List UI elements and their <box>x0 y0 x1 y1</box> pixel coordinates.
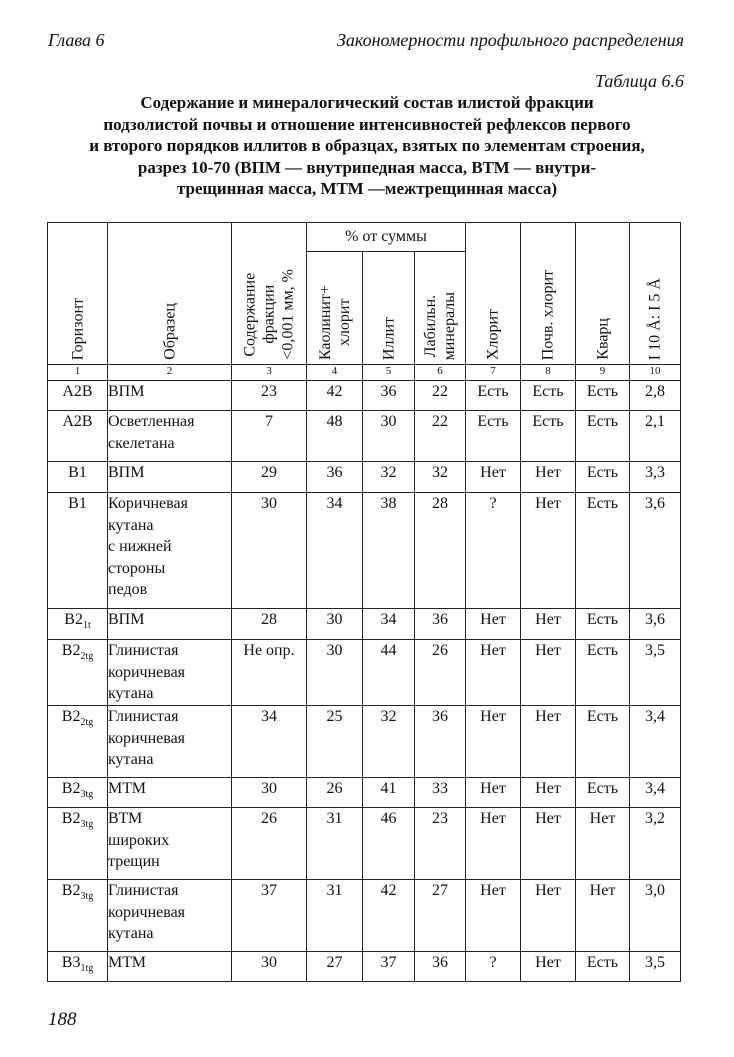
column-number: 7 <box>466 365 521 381</box>
illite-cell: 46 <box>363 808 415 880</box>
quartz-cell: Есть <box>576 778 630 808</box>
illite-cell: 36 <box>363 381 415 411</box>
sample-cell: Глинистая коричневая кутана <box>108 706 232 778</box>
kaolinite-cell: 25 <box>307 706 363 778</box>
sample-cell: ВПМ <box>108 462 232 493</box>
sample-cell: Глинистая коричневая кутана <box>108 640 232 706</box>
sample-cell: ВТМ широких трещин <box>108 808 232 880</box>
sample-cell: ВПМ <box>108 381 232 411</box>
chlorite-cell: Нет <box>466 808 521 880</box>
caption-line: трещинная масса, МТМ —межтрещинная масса) <box>176 179 558 198</box>
chlorite-cell: Нет <box>466 640 521 706</box>
kaolinite-cell: 27 <box>307 952 363 982</box>
kaolinite-cell: 31 <box>307 880 363 952</box>
labile-cell: 32 <box>415 462 466 493</box>
table-body <box>48 381 681 982</box>
kaolinite-cell: 42 <box>307 381 363 411</box>
caption-line: Содержание и минералогический состав илистой фракции <box>140 93 594 112</box>
soil-chlorite-cell: Нет <box>521 640 576 706</box>
fraction-cell: 7 <box>232 411 307 462</box>
labile-cell: 36 <box>415 952 466 982</box>
page-number: 188 <box>48 1009 77 1030</box>
fraction-cell: 23 <box>232 381 307 411</box>
table-caption <box>40 92 694 200</box>
table-row <box>48 609 681 640</box>
kaolinite-cell: 26 <box>307 778 363 808</box>
ratio-cell: 2,1 <box>630 411 681 462</box>
header-soil-chlorite: Почв. хлорит <box>521 223 576 365</box>
horizon-cell: $B2_{3tg}$ <box>48 880 108 952</box>
fraction-cell: 37 <box>232 880 307 952</box>
table-label: Таблица 6.6 <box>594 71 684 91</box>
quartz-cell: Нет <box>576 808 630 880</box>
labile-cell: 26 <box>415 640 466 706</box>
header-percent-of-sum: % от суммы <box>307 223 466 252</box>
ratio-cell: 3,3 <box>630 462 681 493</box>
ratio-cell: 2,8 <box>630 381 681 411</box>
table-row <box>48 493 681 609</box>
column-number: 5 <box>363 365 415 381</box>
soil-chlorite-cell: Нет <box>521 880 576 952</box>
column-number: 3 <box>232 365 307 381</box>
labile-cell: 36 <box>415 706 466 778</box>
soil-chlorite-cell: Нет <box>521 952 576 982</box>
horizon-cell: $B2_{2tg}$ <box>48 640 108 706</box>
illite-cell: 30 <box>363 411 415 462</box>
column-number: 8 <box>521 365 576 381</box>
sample-cell: Осветленная скелетана <box>108 411 232 462</box>
table-row <box>48 462 681 493</box>
ratio-cell: 3,6 <box>630 609 681 640</box>
soil-chlorite-cell: Нет <box>521 462 576 493</box>
horizon-cell: $B2_{3tg}$ <box>48 778 108 808</box>
illite-cell: 42 <box>363 880 415 952</box>
soil-chlorite-cell: Есть <box>521 381 576 411</box>
caption-line: и второго порядков иллитов в образцах, взятых по элементам строения, <box>89 136 645 155</box>
soil-chlorite-cell: Нет <box>521 493 576 609</box>
labile-cell: 22 <box>415 381 466 411</box>
chlorite-cell: Есть <box>466 411 521 462</box>
header-chlorite: Хлорит <box>466 223 521 365</box>
table-row <box>48 808 681 880</box>
quartz-cell: Есть <box>576 706 630 778</box>
quartz-cell: Есть <box>576 462 630 493</box>
chlorite-cell: ? <box>466 493 521 609</box>
illite-cell: 32 <box>363 706 415 778</box>
horizon-cell: B1 <box>48 493 108 609</box>
table-row <box>48 952 681 982</box>
column-number: 4 <box>307 365 363 381</box>
quartz-cell: Есть <box>576 952 630 982</box>
column-number: 1 <box>48 365 108 381</box>
horizon-cell: B1 <box>48 462 108 493</box>
soil-chlorite-cell: Нет <box>521 706 576 778</box>
header-sample: Образец <box>108 223 232 365</box>
kaolinite-cell: 48 <box>307 411 363 462</box>
table-row <box>48 381 681 411</box>
illite-cell: 41 <box>363 778 415 808</box>
kaolinite-cell: 30 <box>307 609 363 640</box>
quartz-cell: Есть <box>576 493 630 609</box>
soil-chlorite-cell: Нет <box>521 609 576 640</box>
column-number: 10 <box>630 365 681 381</box>
labile-cell: 27 <box>415 880 466 952</box>
chlorite-cell: Есть <box>466 381 521 411</box>
fraction-cell: 30 <box>232 493 307 609</box>
section-title: Закономерности профильного распределения <box>336 30 684 50</box>
header-horizon: Горизонт <box>48 223 108 365</box>
horizon-cell: $B2_{3tg}$ <box>48 808 108 880</box>
header-illite: Иллит <box>363 252 415 365</box>
chlorite-cell: Нет <box>466 880 521 952</box>
horizon-cell: A2B <box>48 381 108 411</box>
labile-cell: 23 <box>415 808 466 880</box>
chlorite-cell: Нет <box>466 609 521 640</box>
fraction-cell: 30 <box>232 778 307 808</box>
kaolinite-cell: 36 <box>307 462 363 493</box>
illite-cell: 37 <box>363 952 415 982</box>
soil-chlorite-cell: Нет <box>521 808 576 880</box>
ratio-cell: 3,0 <box>630 880 681 952</box>
sample-cell: МТМ <box>108 778 232 808</box>
quartz-cell: Есть <box>576 609 630 640</box>
labile-cell: 33 <box>415 778 466 808</box>
table-row <box>48 880 681 952</box>
illite-cell: 44 <box>363 640 415 706</box>
header-quartz: Кварц <box>576 223 630 365</box>
sample-cell: Глинистая коричневая кутана <box>108 880 232 952</box>
column-number: 6 <box>415 365 466 381</box>
fraction-cell: 29 <box>232 462 307 493</box>
labile-cell: 28 <box>415 493 466 609</box>
fraction-cell: 30 <box>232 952 307 982</box>
caption-line: подзолистой почвы и отношение интенсивностей рефлексов первого <box>103 114 631 134</box>
table-row <box>48 706 681 778</box>
illite-cell: 32 <box>363 462 415 493</box>
chlorite-cell: ? <box>466 952 521 982</box>
table-row <box>48 778 681 808</box>
labile-cell: 22 <box>415 411 466 462</box>
labile-cell: 36 <box>415 609 466 640</box>
chlorite-cell: Нет <box>466 706 521 778</box>
horizon-cell: $B2_{2tg}$ <box>48 706 108 778</box>
chlorite-cell: Нет <box>466 462 521 493</box>
chapter-title: Глава 6 <box>48 30 105 50</box>
quartz-cell: Есть <box>576 381 630 411</box>
soil-chlorite-cell: Нет <box>521 778 576 808</box>
sample-cell: МТМ <box>108 952 232 982</box>
illite-cell: 38 <box>363 493 415 609</box>
ratio-cell: 3,5 <box>630 640 681 706</box>
sample-cell: Коричневая кутана с нижней стороны педов <box>108 493 232 609</box>
ratio-cell: 3,6 <box>630 493 681 609</box>
fraction-cell: 34 <box>232 706 307 778</box>
quartz-cell: Есть <box>576 640 630 706</box>
header-kaolinite: Каолинит+ хлорит <box>307 252 363 365</box>
fraction-cell: 26 <box>232 808 307 880</box>
fraction-cell: Не опр. <box>232 640 307 706</box>
mineral-table <box>47 222 681 982</box>
illite-cell: 34 <box>363 609 415 640</box>
header-labile: Лабильн. минералы <box>415 252 466 365</box>
ratio-cell: 3,4 <box>630 706 681 778</box>
column-number-row <box>48 365 681 381</box>
column-number: 9 <box>576 365 630 381</box>
horizon-cell: A2B <box>48 411 108 462</box>
header-intensity-ratio: I 10 Å: I 5 Å <box>630 223 681 365</box>
horizon-cell: $B3_{1tg}$ <box>48 952 108 982</box>
quartz-cell: Есть <box>576 411 630 462</box>
ratio-cell: 3,4 <box>630 778 681 808</box>
soil-chlorite-cell: Есть <box>521 411 576 462</box>
fraction-cell: 28 <box>232 609 307 640</box>
table-row <box>48 411 681 462</box>
kaolinite-cell: 30 <box>307 640 363 706</box>
kaolinite-cell: 31 <box>307 808 363 880</box>
header-fraction-content: Содержание фракции <0,001 мм, % <box>232 223 307 365</box>
caption-line: разрез 10-70 (ВПМ — внутрипедная масса, ВТМ — внутри- <box>137 157 597 177</box>
ratio-cell: 3,2 <box>630 808 681 880</box>
table-row <box>48 640 681 706</box>
ratio-cell: 3,5 <box>630 952 681 982</box>
column-number: 2 <box>108 365 232 381</box>
quartz-cell: Нет <box>576 880 630 952</box>
horizon-cell: $B2_{1t}$ <box>48 609 108 640</box>
sample-cell: ВПМ <box>108 609 232 640</box>
kaolinite-cell: 34 <box>307 493 363 609</box>
chlorite-cell: Нет <box>466 778 521 808</box>
